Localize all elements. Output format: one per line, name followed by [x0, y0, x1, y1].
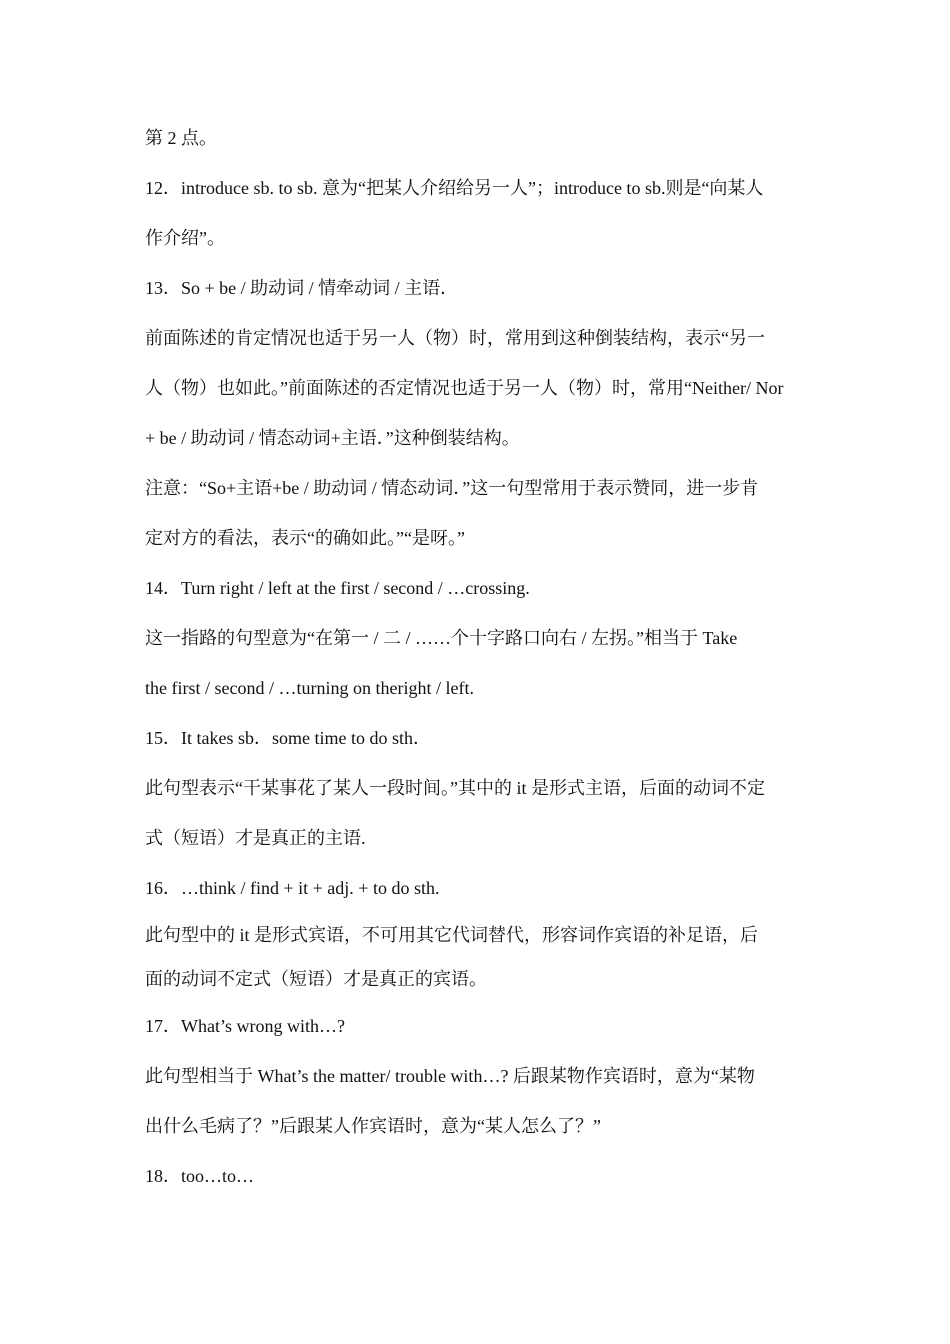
text-line-15: 式（短语）才是真正的主语. [145, 828, 366, 848]
text-line-1: 第 2 点。 [145, 128, 217, 148]
text-line-6: 人（物）也如此。”前面陈述的否定情况也适于另一人（物）时，常用“Neither/ Nor [145, 378, 784, 398]
text-line-5: 前面陈述的肯定情况也适于另一人（物）时，常用到这种倒装结构，表示“另一 [145, 328, 765, 348]
item-12-heading: 12．introduce sb. to sb. 意为“把某人介绍给另一人”；introduce to sb.则是“向某人 [145, 178, 764, 198]
text-line-18: 面的动词不定式（短语）才是真正的宾语。 [145, 969, 487, 989]
text-line-12: the first / second / …turning on theright / left. [145, 678, 474, 698]
text-line-20: 此句型相当于 What’s the matter/ trouble with…? 后跟某物作宾语时，意为“某物 [145, 1066, 755, 1086]
item-15-heading: 15．It takes sb．some time to do sth． [145, 728, 431, 748]
document-page [145, 113, 810, 1201]
item-14-heading: 14．Turn right / left at the first / second / …crossing. [145, 578, 530, 598]
note-line-2: 定对方的看法，表示“的确如此。”“是呀。” [145, 528, 465, 548]
text-line-14: 此句型表示“干某事花了某人一段时间。”其中的 it 是形式主语，后面的动词不定 [145, 778, 765, 798]
item-17-heading: 17．What’s wrong with…? [145, 1016, 345, 1036]
text-line-3: 作介绍”。 [145, 228, 225, 248]
item-18-heading: 18．too…to… [145, 1166, 255, 1186]
text-line-11: 这一指路的句型意为“在第一 / 二 / ……个十字路口向右 / 左拐。”相当于 Take [145, 628, 738, 648]
item-16-heading: 16．…think / find + it + adj. + to do sth. [145, 878, 440, 898]
text-line-21: 出什么毛病了？”后跟某人作宾语时，意为“某人怎么了？” [145, 1116, 601, 1136]
text-line-7: + be / 助动词 / 情态动词+主语．”这种倒装结构。 [145, 428, 520, 448]
item-13-heading: 13．So + be / 助动词 / 情牵动词 / 主语． [145, 278, 459, 298]
text-line-17: 此句型中的 it 是形式宾语，不可用其它代词替代，形容词作宾语的补足语，后 [145, 925, 758, 945]
note-line-1: 注意：“So+主语+be / 助动词 / 情态动词．”这一句型常用于表示赞同，进一步肯 [145, 478, 759, 498]
